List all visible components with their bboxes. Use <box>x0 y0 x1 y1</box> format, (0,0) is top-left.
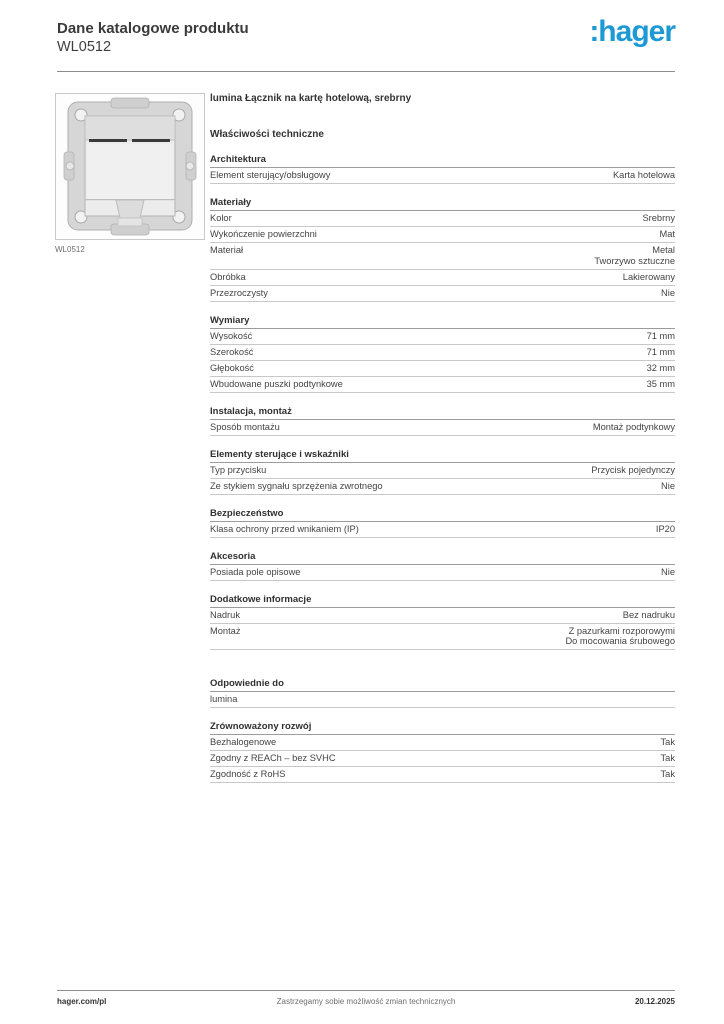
spec-row <box>210 227 675 243</box>
spec-row <box>210 211 675 227</box>
spec-value-line: Tak <box>660 736 675 747</box>
spec-row <box>210 608 675 624</box>
spec-rows <box>210 211 675 302</box>
spec-value <box>623 272 675 283</box>
spec-section <box>210 721 675 783</box>
spec-value-line: Nie <box>661 287 675 298</box>
spec-section <box>210 551 675 581</box>
spec-section-title: Dodatkowe informacje <box>210 594 675 608</box>
header-divider <box>57 71 675 72</box>
spec-section <box>210 449 675 495</box>
spec-section-title: Instalacja, montaż <box>210 406 675 420</box>
spec-value <box>613 170 675 181</box>
spec-value-line: Tak <box>660 752 675 763</box>
spec-value <box>661 769 675 780</box>
spec-row <box>210 270 675 286</box>
spec-section <box>210 197 675 302</box>
spec-label: Montaż <box>210 625 241 636</box>
spec-value <box>661 567 675 578</box>
spec-rows <box>210 463 675 495</box>
spec-row <box>210 522 675 538</box>
spec-rows <box>210 735 675 783</box>
spec-section-title: Materiały <box>210 197 675 211</box>
spec-value <box>594 245 675 266</box>
spec-value-line: Tak <box>660 768 675 779</box>
spec-row <box>210 565 675 581</box>
spec-section <box>210 678 675 708</box>
spec-value <box>591 465 675 476</box>
spec-label: Wykończenie powierzchni <box>210 229 317 239</box>
spec-rows <box>210 565 675 581</box>
spec-section-title: Odpowiednie do <box>210 678 675 692</box>
spec-value <box>661 737 675 748</box>
spec-value-line: Tworzywo sztuczne <box>594 255 675 266</box>
spec-value-line: Karta hotelowa <box>612 170 675 180</box>
spec-row <box>210 692 675 708</box>
spec-label: Obróbka <box>210 271 246 282</box>
spec-value <box>647 331 675 342</box>
spec-section <box>210 154 675 184</box>
spec-value <box>661 753 675 764</box>
spec-label: Głębokość <box>210 362 254 373</box>
spec-value-line: IP20 <box>655 523 675 534</box>
spec-section-title: Bezpieczeństwo <box>210 508 675 522</box>
spec-section-title: Architektura <box>210 154 675 168</box>
spec-rows <box>210 692 675 708</box>
hotel-card-switch-icon <box>56 94 204 239</box>
footer-divider <box>57 990 675 991</box>
spec-value-line: Z pazurkami rozporowymi <box>568 625 675 636</box>
product-image-hotel-card-switch <box>55 93 205 240</box>
spec-label: Typ przycisku <box>210 464 267 475</box>
spec-row <box>210 767 675 783</box>
spec-label: Ze stykiem sygnału sprzężenia zwrotnego <box>210 480 383 491</box>
spec-section <box>210 315 675 393</box>
document-title: Dane katalogowe produktu <box>57 20 249 37</box>
spec-value-line: Bez nadruku <box>622 609 675 620</box>
spec-label: Wbudowane puszki podtynkowe <box>210 378 343 389</box>
spec-row <box>210 420 675 436</box>
spec-rows <box>210 168 675 184</box>
spec-label: lumina <box>210 694 238 704</box>
spec-section <box>210 406 675 436</box>
spec-label: Klasa ochrony przed wnikaniem (IP) <box>210 523 359 534</box>
tech-properties-heading: Właściwości techniczne <box>210 129 324 140</box>
spec-label: Materiał <box>210 245 244 255</box>
spec-row <box>210 735 675 751</box>
spec-value <box>647 363 675 374</box>
spec-value <box>647 379 675 390</box>
spec-row <box>210 286 675 302</box>
spec-row <box>210 329 675 345</box>
spec-rows <box>210 522 675 538</box>
spec-value-line: Lakierowany <box>622 271 675 282</box>
spec-value <box>623 610 675 621</box>
product-title: lumina Łącznik na kartę hotelową, srebrny <box>210 93 412 104</box>
spec-value <box>661 288 675 299</box>
footer-disclaimer: Zastrzegamy sobie możliwość zmian technicznych <box>276 997 456 1006</box>
spec-row <box>210 479 675 495</box>
spec-value <box>642 213 675 224</box>
spec-value-line: Montaż podtynkowy <box>592 421 675 432</box>
spec-section-title: Akcesoria <box>210 551 675 565</box>
spec-label: Sposób montażu <box>210 421 280 432</box>
spec-value <box>661 481 675 492</box>
spec-section <box>210 508 675 538</box>
spec-rows <box>210 608 675 651</box>
spec-rows <box>210 329 675 393</box>
spec-value-line: 71 mm <box>646 346 675 357</box>
product-image-caption: WL0512 <box>55 245 85 254</box>
spec-value <box>593 422 675 433</box>
spec-label: Kolor <box>210 213 232 223</box>
product-figure <box>55 93 205 254</box>
hager-logo: :hager <box>589 15 675 48</box>
sections-group-bottom <box>210 678 675 783</box>
spec-row <box>210 345 675 361</box>
product-code: WL0512 <box>57 39 112 55</box>
footer-date: 20.12.2025 <box>634 997 675 1006</box>
spec-row <box>210 463 675 479</box>
spec-value-line: 35 mm <box>646 378 675 389</box>
spec-label: Bezhalogenowe <box>210 736 277 747</box>
spec-section-title: Wymiary <box>210 315 675 329</box>
spec-row <box>210 624 675 651</box>
spec-value-line: Nie <box>661 480 675 491</box>
spec-row <box>210 243 675 270</box>
spec-value-line: 71 mm <box>646 330 675 341</box>
spec-label: Nadruk <box>210 609 240 620</box>
header <box>57 15 675 56</box>
spec-value-line: Metal <box>652 245 675 255</box>
spec-rows <box>210 420 675 436</box>
spec-section <box>210 594 675 651</box>
spec-label: Zgodność z RoHS <box>210 768 286 779</box>
spec-row <box>210 168 675 184</box>
spec-section-title: Elementy sterujące i wskaźniki <box>210 449 675 463</box>
spec-value <box>565 626 675 647</box>
spec-section-title: Zrównoważony rozwój <box>210 721 675 735</box>
spec-row <box>210 751 675 767</box>
spec-value-line: Do mocowania śrubowego <box>565 636 675 646</box>
spec-value-line: Srebrny <box>642 213 675 223</box>
sections-group-main <box>210 154 675 650</box>
spec-value-line: Mat <box>659 229 675 239</box>
spec-value-line: Nie <box>661 566 675 577</box>
spec-label: Szerokość <box>210 346 254 357</box>
spec-column <box>210 93 675 783</box>
spec-value-line: 32 mm <box>646 362 675 373</box>
spec-label: Wysokość <box>210 330 253 341</box>
footer-website-link[interactable]: hager.com/pl <box>57 997 107 1006</box>
spec-value <box>656 524 675 535</box>
spec-row <box>210 361 675 377</box>
spec-label: Zgodny z REACh – bez SVHC <box>210 752 336 763</box>
spec-value <box>660 229 676 240</box>
spec-label: Element sterujący/obsługowy <box>210 170 331 180</box>
spec-value-line: Przycisk pojedynczy <box>591 464 675 475</box>
spec-value <box>647 347 675 358</box>
spec-label: Przezroczysty <box>210 287 268 298</box>
spec-label: Posiada pole opisowe <box>210 566 301 577</box>
spec-row <box>210 377 675 393</box>
